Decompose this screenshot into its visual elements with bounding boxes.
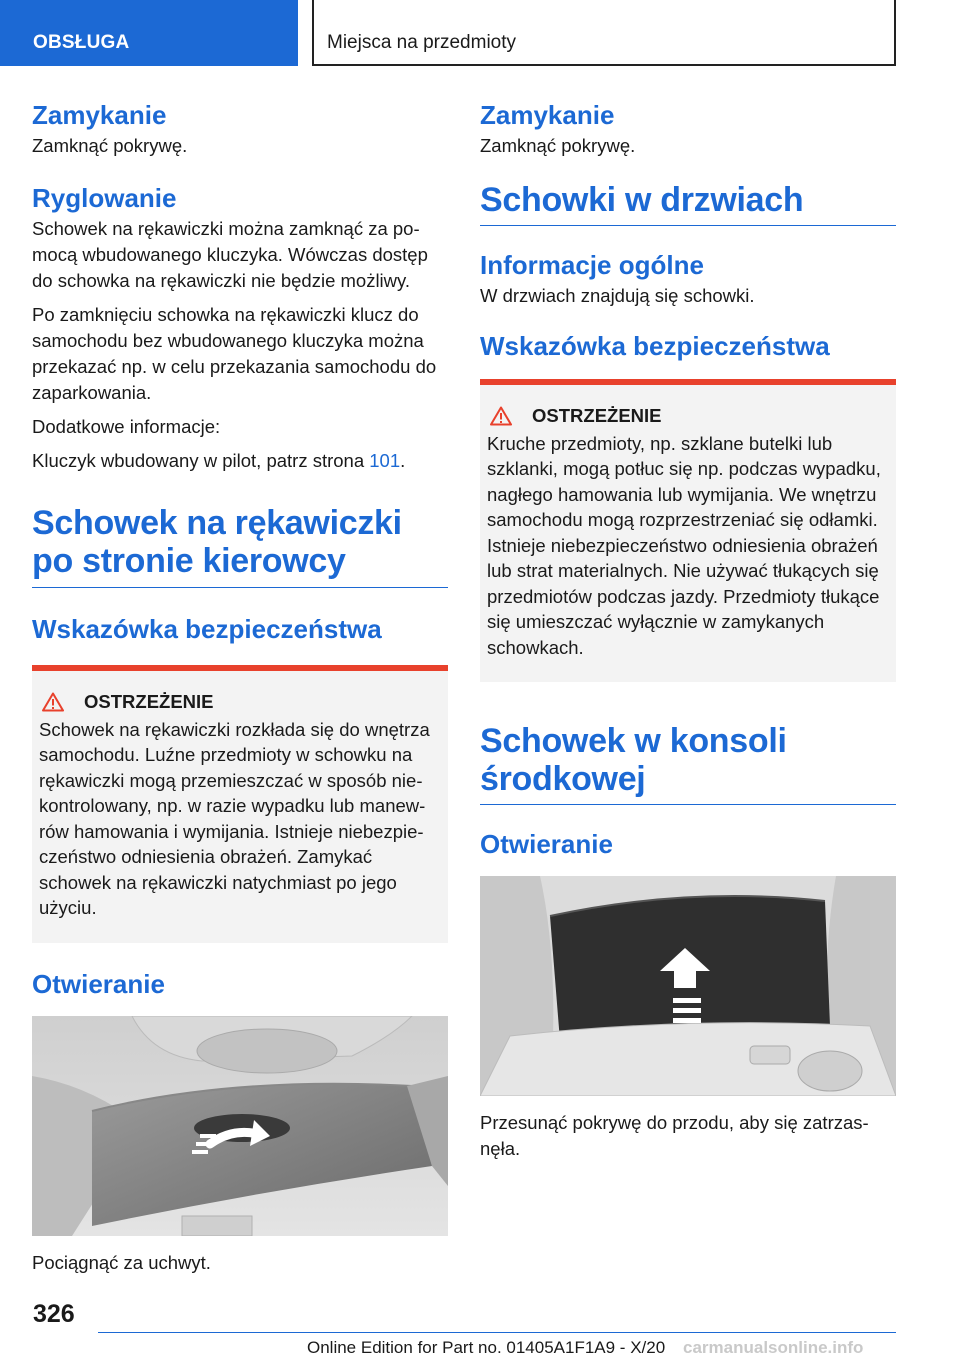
locking-paragraph-1: Schowek na rękawiczki można zamknąć za pomocą wbudowanego kluczyka. Wówczas dostęp do schowka na rękawiczki nie będzie możliwy. bbox=[32, 218, 428, 292]
locking-heading: Ryglowanie bbox=[32, 183, 177, 214]
right-warning-header bbox=[487, 405, 890, 427]
warning-triangle-icon bbox=[42, 692, 64, 712]
section-tab: OBSŁUGA bbox=[0, 0, 298, 66]
right-closing-heading: Zamykanie bbox=[480, 100, 615, 130]
right-caption: Przesunąć pokrywę do przodu, aby się zatrzasnęła. bbox=[480, 1112, 869, 1160]
locking-paragraph-2: Po zamknięciu schowka na rękawiczki klucz do samochodu bez wbudowanego kluczyka można przekazać np. w celu przekazania samochodu do zaparkowania. bbox=[32, 304, 437, 404]
right-column bbox=[480, 100, 896, 1162]
edition-text: Online Edition for Part no. 01405A1F1A9 - X/20 bbox=[307, 1338, 666, 1357]
right-opening-heading: Otwieranie bbox=[480, 829, 613, 860]
left-warning-box bbox=[32, 665, 448, 943]
warning-triangle-icon bbox=[490, 406, 512, 426]
left-column bbox=[32, 100, 448, 1276]
page-link-101[interactable]: 101 bbox=[369, 450, 401, 472]
left-warning-text: Schowek na rękawiczki rozkłada się do wnętrza samochodu. Luźne przedmioty w schowku na rękawiczki mogą przemieszczać w sposób niekontrolowany, np. w razie wypadku lub manewrów hamowania i wymijania. Istnieje niebezpieczeństwo odniesienia obrażeń. Zamykać schowek na rękawiczki natychmiast po jego użyciu. bbox=[39, 718, 430, 919]
locking-paragraph-3: Dodatkowe informacje: bbox=[32, 416, 221, 438]
left-safety-heading: Wskazówka bezpieczeństwa bbox=[32, 613, 382, 644]
right-warning-box bbox=[480, 379, 896, 683]
glovebox-driver-heading: Schowek na rękawiczki po stronie kierowcy bbox=[32, 504, 448, 587]
right-warning-text: Kruche przedmioty, np. szklane butelki lub szklanki, mogą potłuc się np. podczas wypadku, nagłego hamowania lub wymijania. We wnętrzu samochodu mogą rozprzestrzeniać się odłamki. Istnieje niebezpieczeństwo odniesienia obrażeń lub strat materialnych. Nie używać tłukących się przedmiotów podczas jazdy. Przedmioty tłukące się umieszczać wyłącznie w zamykanych schowkach. bbox=[487, 432, 881, 658]
right-warning-label: OSTRZEŻENIE bbox=[532, 404, 662, 426]
locking-p4-prefix: Kluczyk wbudowany w pilot, patrz strona bbox=[32, 450, 370, 472]
chapter-title: Miejsca na przedmioty bbox=[312, 0, 896, 66]
left-warning-label: OSTRZEŻENIE bbox=[84, 690, 214, 712]
closing-heading: Zamykanie bbox=[32, 100, 167, 130]
locking-p4-suffix: . bbox=[400, 450, 406, 472]
left-caption: Pociągnąć za uchwyt. bbox=[32, 1251, 211, 1273]
general-info-heading: Informacje ogólne bbox=[480, 250, 704, 281]
general-info-text: W drzwiach znajdują się schowki. bbox=[480, 285, 755, 307]
footer-divider bbox=[98, 1332, 896, 1333]
left-warning-header bbox=[39, 691, 442, 713]
door-compartments-heading: Schowki w drzwiach bbox=[480, 181, 896, 226]
center-console-heading: Schowek w konsoli środkowej bbox=[480, 722, 896, 805]
right-closing-text: Zamknąć pokrywę. bbox=[480, 135, 636, 157]
site-watermark: carmanualsonline.info bbox=[683, 1338, 864, 1357]
console-illustration bbox=[480, 876, 896, 1096]
right-safety-heading: Wskazówka bezpieczeństwa bbox=[480, 331, 830, 362]
left-opening-heading: Otwieranie bbox=[32, 968, 165, 999]
locking-paragraph-4 bbox=[32, 448, 448, 474]
closing-text: Zamknąć pokrywę. bbox=[32, 135, 188, 157]
glovebox-illustration bbox=[32, 1016, 448, 1236]
page-number: 326 bbox=[33, 1300, 75, 1328]
